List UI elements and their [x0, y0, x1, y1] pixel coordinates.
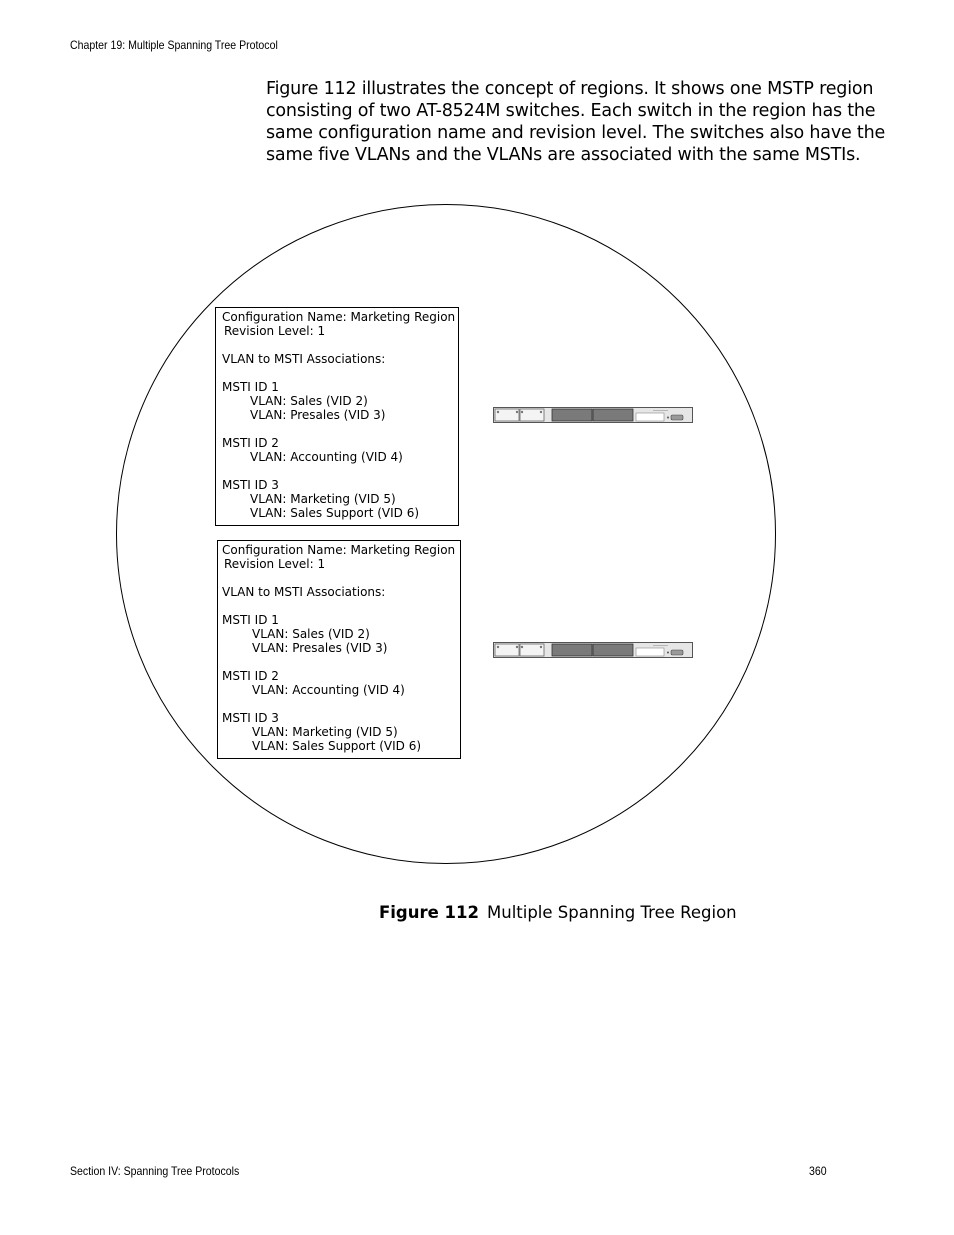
msti-id-3: MSTI ID 3	[222, 711, 279, 725]
msti-id-2: MSTI ID 2	[222, 436, 279, 450]
intro-line: same five VLANs and the VLANs are associated with the same MSTIs.	[266, 145, 861, 165]
revision-level: Revision Level: 1	[224, 324, 326, 338]
intro-line: Figure 112 illustrates the concept of regions. It shows one MSTP region	[266, 79, 874, 99]
page-number: 360	[809, 1164, 827, 1178]
revision-level: Revision Level: 1	[224, 557, 326, 571]
mstp-region-circle	[116, 204, 776, 864]
figure-title: Multiple Spanning Tree Region	[487, 903, 737, 922]
intro-line: consisting of two AT-8524M switches. Each switch in the region has the	[266, 101, 876, 121]
vlan-entry: VLAN: Presales (VID 3)	[252, 641, 388, 655]
intro-paragraph	[266, 78, 886, 166]
vlan-entry: VLAN: Sales (VID 2)	[252, 627, 370, 641]
vlan-entry: VLAN: Accounting (VID 4)	[250, 450, 403, 464]
msti-id-1: MSTI ID 1	[222, 380, 279, 394]
running-header: Chapter 19: Multiple Spanning Tree Protocol	[70, 38, 278, 52]
config-name: Configuration Name: Marketing Region	[222, 310, 456, 324]
figure-label: Figure 112	[379, 903, 479, 922]
figure-caption	[379, 903, 737, 922]
assoc-title: VLAN to MSTI Associations:	[222, 352, 386, 366]
vlan-entry: VLAN: Sales Support (VID 6)	[252, 739, 422, 753]
config-name: Configuration Name: Marketing Region	[222, 543, 456, 557]
vlan-entry: VLAN: Marketing (VID 5)	[252, 725, 398, 739]
switch-1-config-box	[215, 307, 459, 526]
vlan-entry: VLAN: Presales (VID 3)	[250, 408, 386, 422]
msti-id-3: MSTI ID 3	[222, 478, 279, 492]
footer-section: Section IV: Spanning Tree Protocols	[70, 1164, 240, 1178]
vlan-entry: VLAN: Marketing (VID 5)	[250, 492, 396, 506]
vlan-entry: VLAN: Sales (VID 2)	[250, 394, 368, 408]
vlan-entry: VLAN: Accounting (VID 4)	[252, 683, 405, 697]
msti-id-2: MSTI ID 2	[222, 669, 279, 683]
intro-line: same configuration name and revision level. The switches also have the	[266, 123, 886, 143]
msti-id-1: MSTI ID 1	[222, 613, 279, 627]
vlan-entry: VLAN: Sales Support (VID 6)	[250, 506, 420, 520]
switch-2-config-box	[217, 540, 461, 759]
switch-1-icon	[493, 407, 693, 423]
assoc-title: VLAN to MSTI Associations:	[222, 585, 386, 599]
switch-2-icon	[493, 642, 693, 658]
